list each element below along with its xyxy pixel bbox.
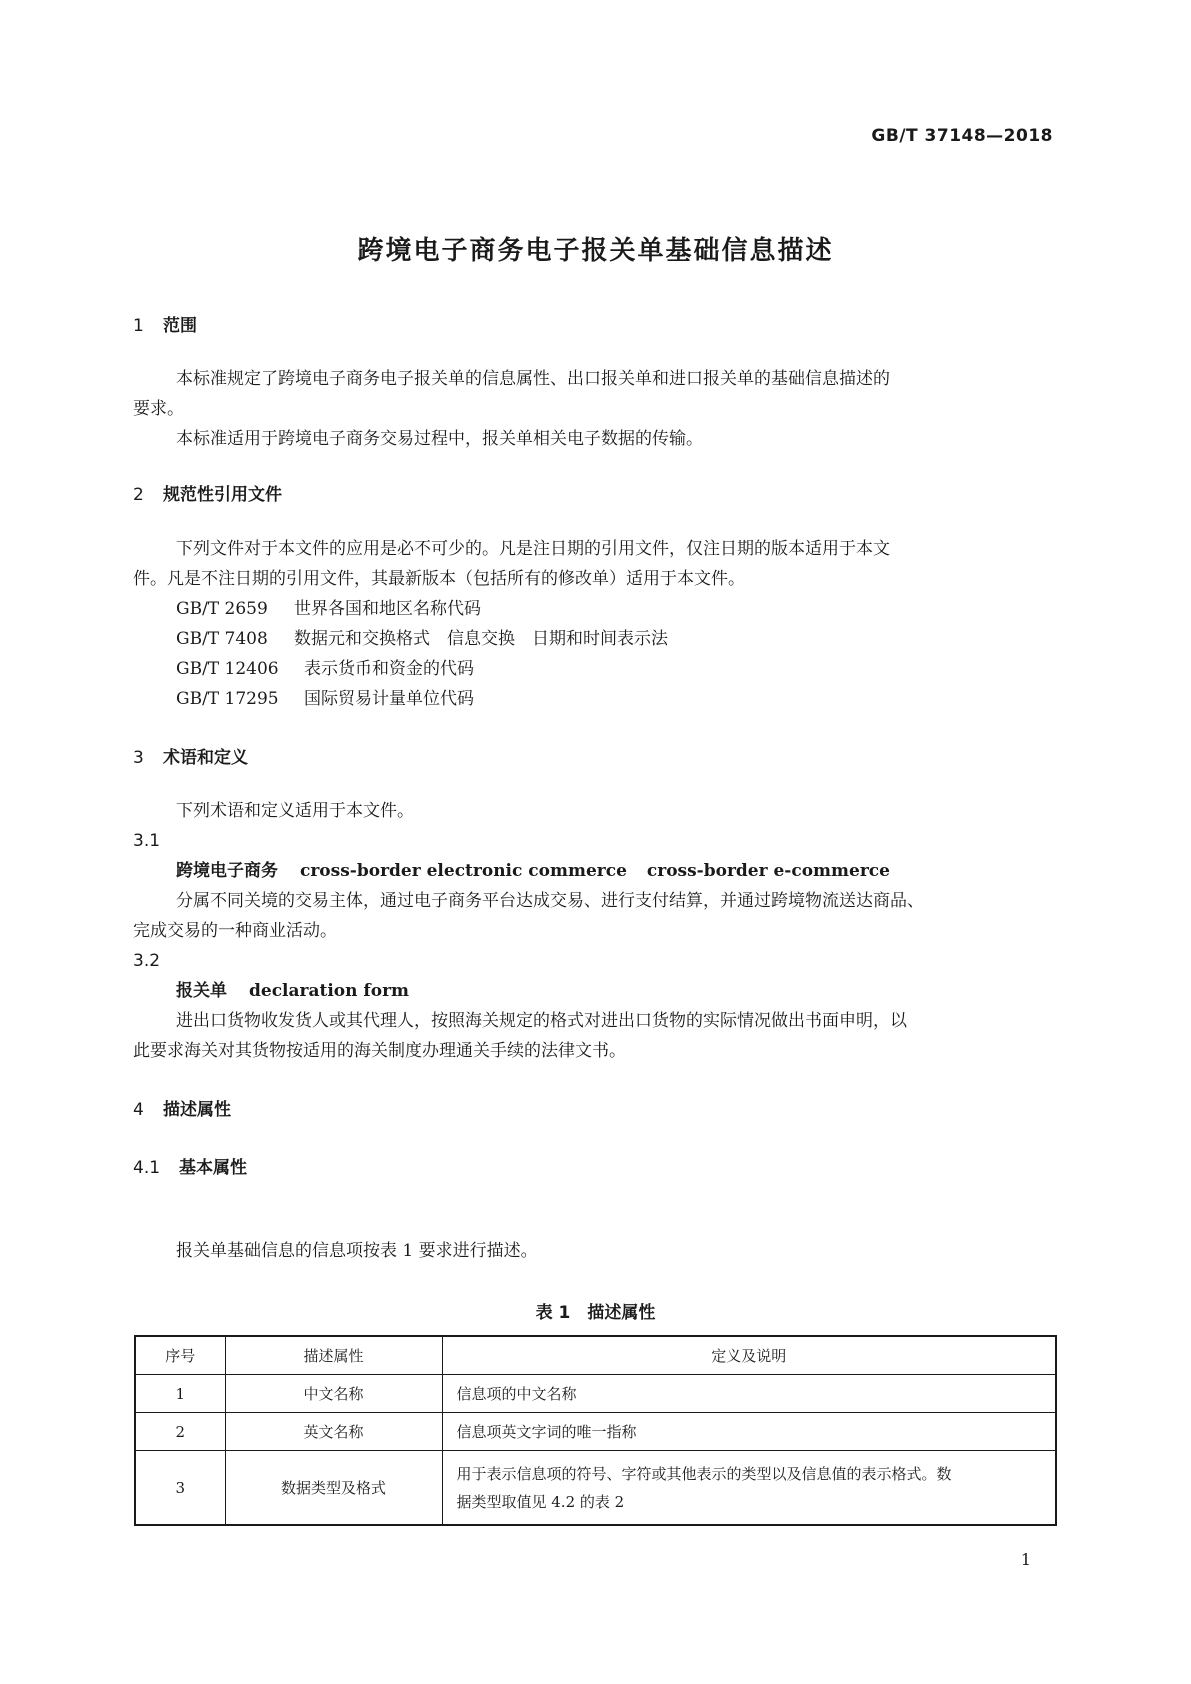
section-number: 4 (133, 1100, 144, 1120)
reference-name: 国际贸易计量单位代码 (304, 689, 474, 709)
reference-name: 世界各国和地区名称代码 (294, 599, 481, 619)
reference-item (176, 594, 481, 624)
paragraph: 下列术语和定义适用于本文件。 (176, 801, 414, 821)
section-title: 范围 (163, 316, 197, 336)
paragraph-continuation: 要求。 (133, 399, 184, 419)
header-attr: 描述属性 (225, 1336, 442, 1375)
paragraph: 报关单基础信息的信息项按表 1 要求进行描述。 (176, 1241, 538, 1261)
header-no: 序号 (135, 1336, 225, 1375)
term-number: 3.1 (133, 831, 161, 851)
reference-name: 数据元和交换格式 信息交换 日期和时间表示法 (294, 629, 668, 649)
section-title: 术语和定义 (163, 748, 248, 768)
cell-attr: 数据类型及格式 (225, 1451, 442, 1526)
section-4-heading (133, 1095, 231, 1120)
attributes-table (134, 1335, 1057, 1526)
term-definition-continuation: 完成交易的一种商业活动。 (133, 921, 337, 941)
table-row (135, 1413, 1056, 1451)
section-title: 描述属性 (163, 1100, 231, 1120)
section-1-heading (133, 311, 197, 336)
term-en: cross-border electronic commerce (300, 861, 627, 881)
reference-item (176, 624, 668, 654)
document-title: 跨境电子商务电子报关单基础信息描述 (357, 236, 834, 266)
cell-desc (442, 1451, 1056, 1526)
cell-attr: 英文名称 (225, 1413, 442, 1451)
section-number: 3 (133, 748, 144, 768)
reference-item (176, 654, 474, 684)
cell-desc: 信息项的中文名称 (442, 1375, 1056, 1413)
subsection-title: 基本属性 (179, 1158, 247, 1178)
term-number: 3.2 (133, 951, 161, 971)
reference-item (176, 684, 474, 714)
term-definition: 分属不同关境的交易主体，通过电子商务平台达成交易、进行支付结算，并通过跨境物流送达商品、 (176, 891, 924, 911)
paragraph: 本标准适用于跨境电子商务交易过程中，报关单相关电子数据的传输。 (176, 429, 703, 449)
term-en-alt: cross-border e-commerce (646, 861, 890, 881)
section-number: 2 (133, 485, 144, 505)
cell-no: 2 (135, 1413, 225, 1451)
reference-code: GB/T 2659 (176, 599, 268, 619)
reference-code: GB/T 12406 (176, 659, 279, 679)
subsection-4-1-heading (133, 1153, 247, 1178)
term-heading (176, 856, 890, 886)
cell-no: 1 (135, 1375, 225, 1413)
cell-desc-line: 据类型取值见 4.2 的表 2 (456, 1492, 625, 1511)
section-3-heading (133, 743, 248, 768)
reference-code: GB/T 7408 (176, 629, 268, 649)
reference-name: 表示货币和资金的代码 (304, 659, 474, 679)
paragraph-continuation: 件。凡是不注日期的引用文件，其最新版本（包括所有的修改单）适用于本文件。 (133, 569, 745, 589)
reference-code: GB/T 17295 (176, 689, 279, 709)
table-row (135, 1451, 1056, 1526)
header-desc: 定义及说明 (442, 1336, 1056, 1375)
term-en: declaration form (249, 981, 410, 1001)
term-definition: 进出口货物收发货人或其代理人，按照海关规定的格式对进出口货物的实际情况做出书面申明，以 (176, 1011, 907, 1031)
section-2-heading (133, 480, 282, 505)
table-row (135, 1375, 1056, 1413)
cell-no: 3 (135, 1451, 225, 1526)
cell-desc: 信息项英文字词的唯一指称 (442, 1413, 1056, 1451)
page-number: 1 (1020, 1550, 1031, 1569)
paragraph: 下列文件对于本文件的应用是必不可少的。凡是注日期的引用文件，仅注日期的版本适用于本文 (176, 539, 890, 559)
section-title: 规范性引用文件 (163, 485, 282, 505)
cell-desc-line: 用于表示信息项的符号、字符或其他表示的类型以及信息值的表示格式。数 (456, 1464, 952, 1483)
cell-attr: 中文名称 (225, 1375, 442, 1413)
standard-code: GB/T 37148—2018 (871, 126, 1053, 146)
term-zh: 跨境电子商务 (176, 861, 278, 881)
subsection-number: 4.1 (133, 1158, 161, 1178)
term-zh: 报关单 (176, 981, 227, 1001)
term-heading (176, 976, 409, 1006)
table-header-row (135, 1336, 1056, 1375)
term-definition-continuation: 此要求海关对其货物按适用的海关制度办理通关手续的法律文书。 (133, 1041, 626, 1061)
paragraph: 本标准规定了跨境电子商务电子报关单的信息属性、出口报关单和进口报关单的基础信息描述的 (176, 369, 890, 389)
table-caption: 表 1 描述属性 (535, 1303, 656, 1323)
section-number: 1 (133, 316, 144, 336)
